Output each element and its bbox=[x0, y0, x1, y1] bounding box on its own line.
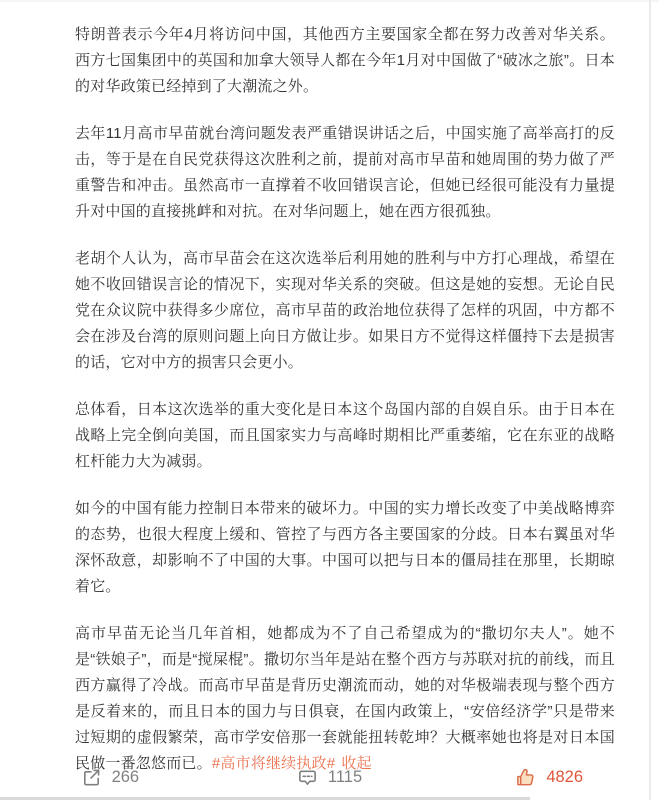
comment-count: 1115 bbox=[327, 767, 363, 786]
share-count: 266 bbox=[111, 767, 140, 786]
action-bar bbox=[0, 760, 659, 794]
post-paragraph-text: 高市早苗无论当几年首相，她都成为不了自己希望成为的“撒切尔夫人”。她不是“铁娘子”，而是“搅屎棍”。撒切尔当年是站在整个西方与苏联对抗的前线，而且西方赢得了冷战。而高市早苗是背历史潮流而动，她的对华极端表现与整个西方是反着来的，而且日本的国力与日俱衰，在国内政策上，“安倍经济学”只是带来过短期的虚假繁荣，高市学安倍那一套就能扭转乾坤？大概率她也将是对日本国民做一番忽悠而已。 bbox=[75, 625, 615, 772]
post-paragraph: 总体看，日本这次选举的重大变化是日本这个岛国内部的自娱自乐。由于日本在战略上完全倒向美国，而且国家实力与高峰时期相比严重萎缩，它在东亚的战略杠杆能力大为减弱。 bbox=[75, 401, 615, 470]
post-paragraph: 去年11月高市早苗就台湾问题发表严重错误讲话之后，中国实施了高举高打的反击，等于是在自民党获得这次胜利之前，提前对高市早苗和她周围的势力做了严重警告和冲击。虽然高市一直撑着不收回错误言论，但她已经很可能没有力量提升对中国的直接挑衅和对抗。在对华问题上，她在西方很孤独。 bbox=[75, 125, 615, 220]
collapse-link[interactable]: 收起 bbox=[341, 755, 372, 772]
post-text bbox=[0, 22, 649, 777]
page-top-edge bbox=[0, 0, 659, 2]
share-forward-icon bbox=[81, 767, 102, 788]
comment-icon bbox=[297, 767, 318, 788]
post-paragraph: 老胡个人认为，高市早苗会在这次选举后利用她的胜利与中方打心理战，希望在她不收回错误言论的情况下，实现对华关系的突破。但这是她的妄想。无论自民党在众议院中获得多少席位，高市早苗的政治地位获得了怎样的巩固，中方都不会在涉及台湾的原则问题上向日方做让步。如果日方不觉得这样僵持下去是损害的话，它对中方的损害只会更小。 bbox=[75, 250, 615, 371]
thumbs-up-icon bbox=[515, 767, 536, 788]
share-button[interactable] bbox=[0, 760, 220, 794]
like-count: 4826 bbox=[546, 767, 584, 786]
post-paragraph bbox=[75, 621, 615, 777]
like-button[interactable] bbox=[439, 760, 659, 794]
comment-button[interactable] bbox=[220, 760, 440, 794]
hashtag-link[interactable]: #高市将继续执政# bbox=[211, 755, 336, 772]
post-paragraph: 特朗普表示今年4月将访问中国，其他西方主要国家全都在努力改善对华关系。西方七国集团中的英国和加拿大领导人都在今年1月对中国做了“破冰之旅”。日本的对华政策已经掉到了大潮流之外。 bbox=[75, 26, 615, 95]
post-paragraph: 如今的中国有能力控制日本带来的破坏力。中国的实力增长改变了中美战略博弈的态势，也很大程度上缓和、管控了与西方各主要国家的分歧。日本右翼虽对华深怀敌意，却影响不了中国的大事。中国可以把与日本的僵局挂在那里，长期晾着它。 bbox=[75, 500, 615, 595]
card-right-border bbox=[649, 0, 651, 800]
